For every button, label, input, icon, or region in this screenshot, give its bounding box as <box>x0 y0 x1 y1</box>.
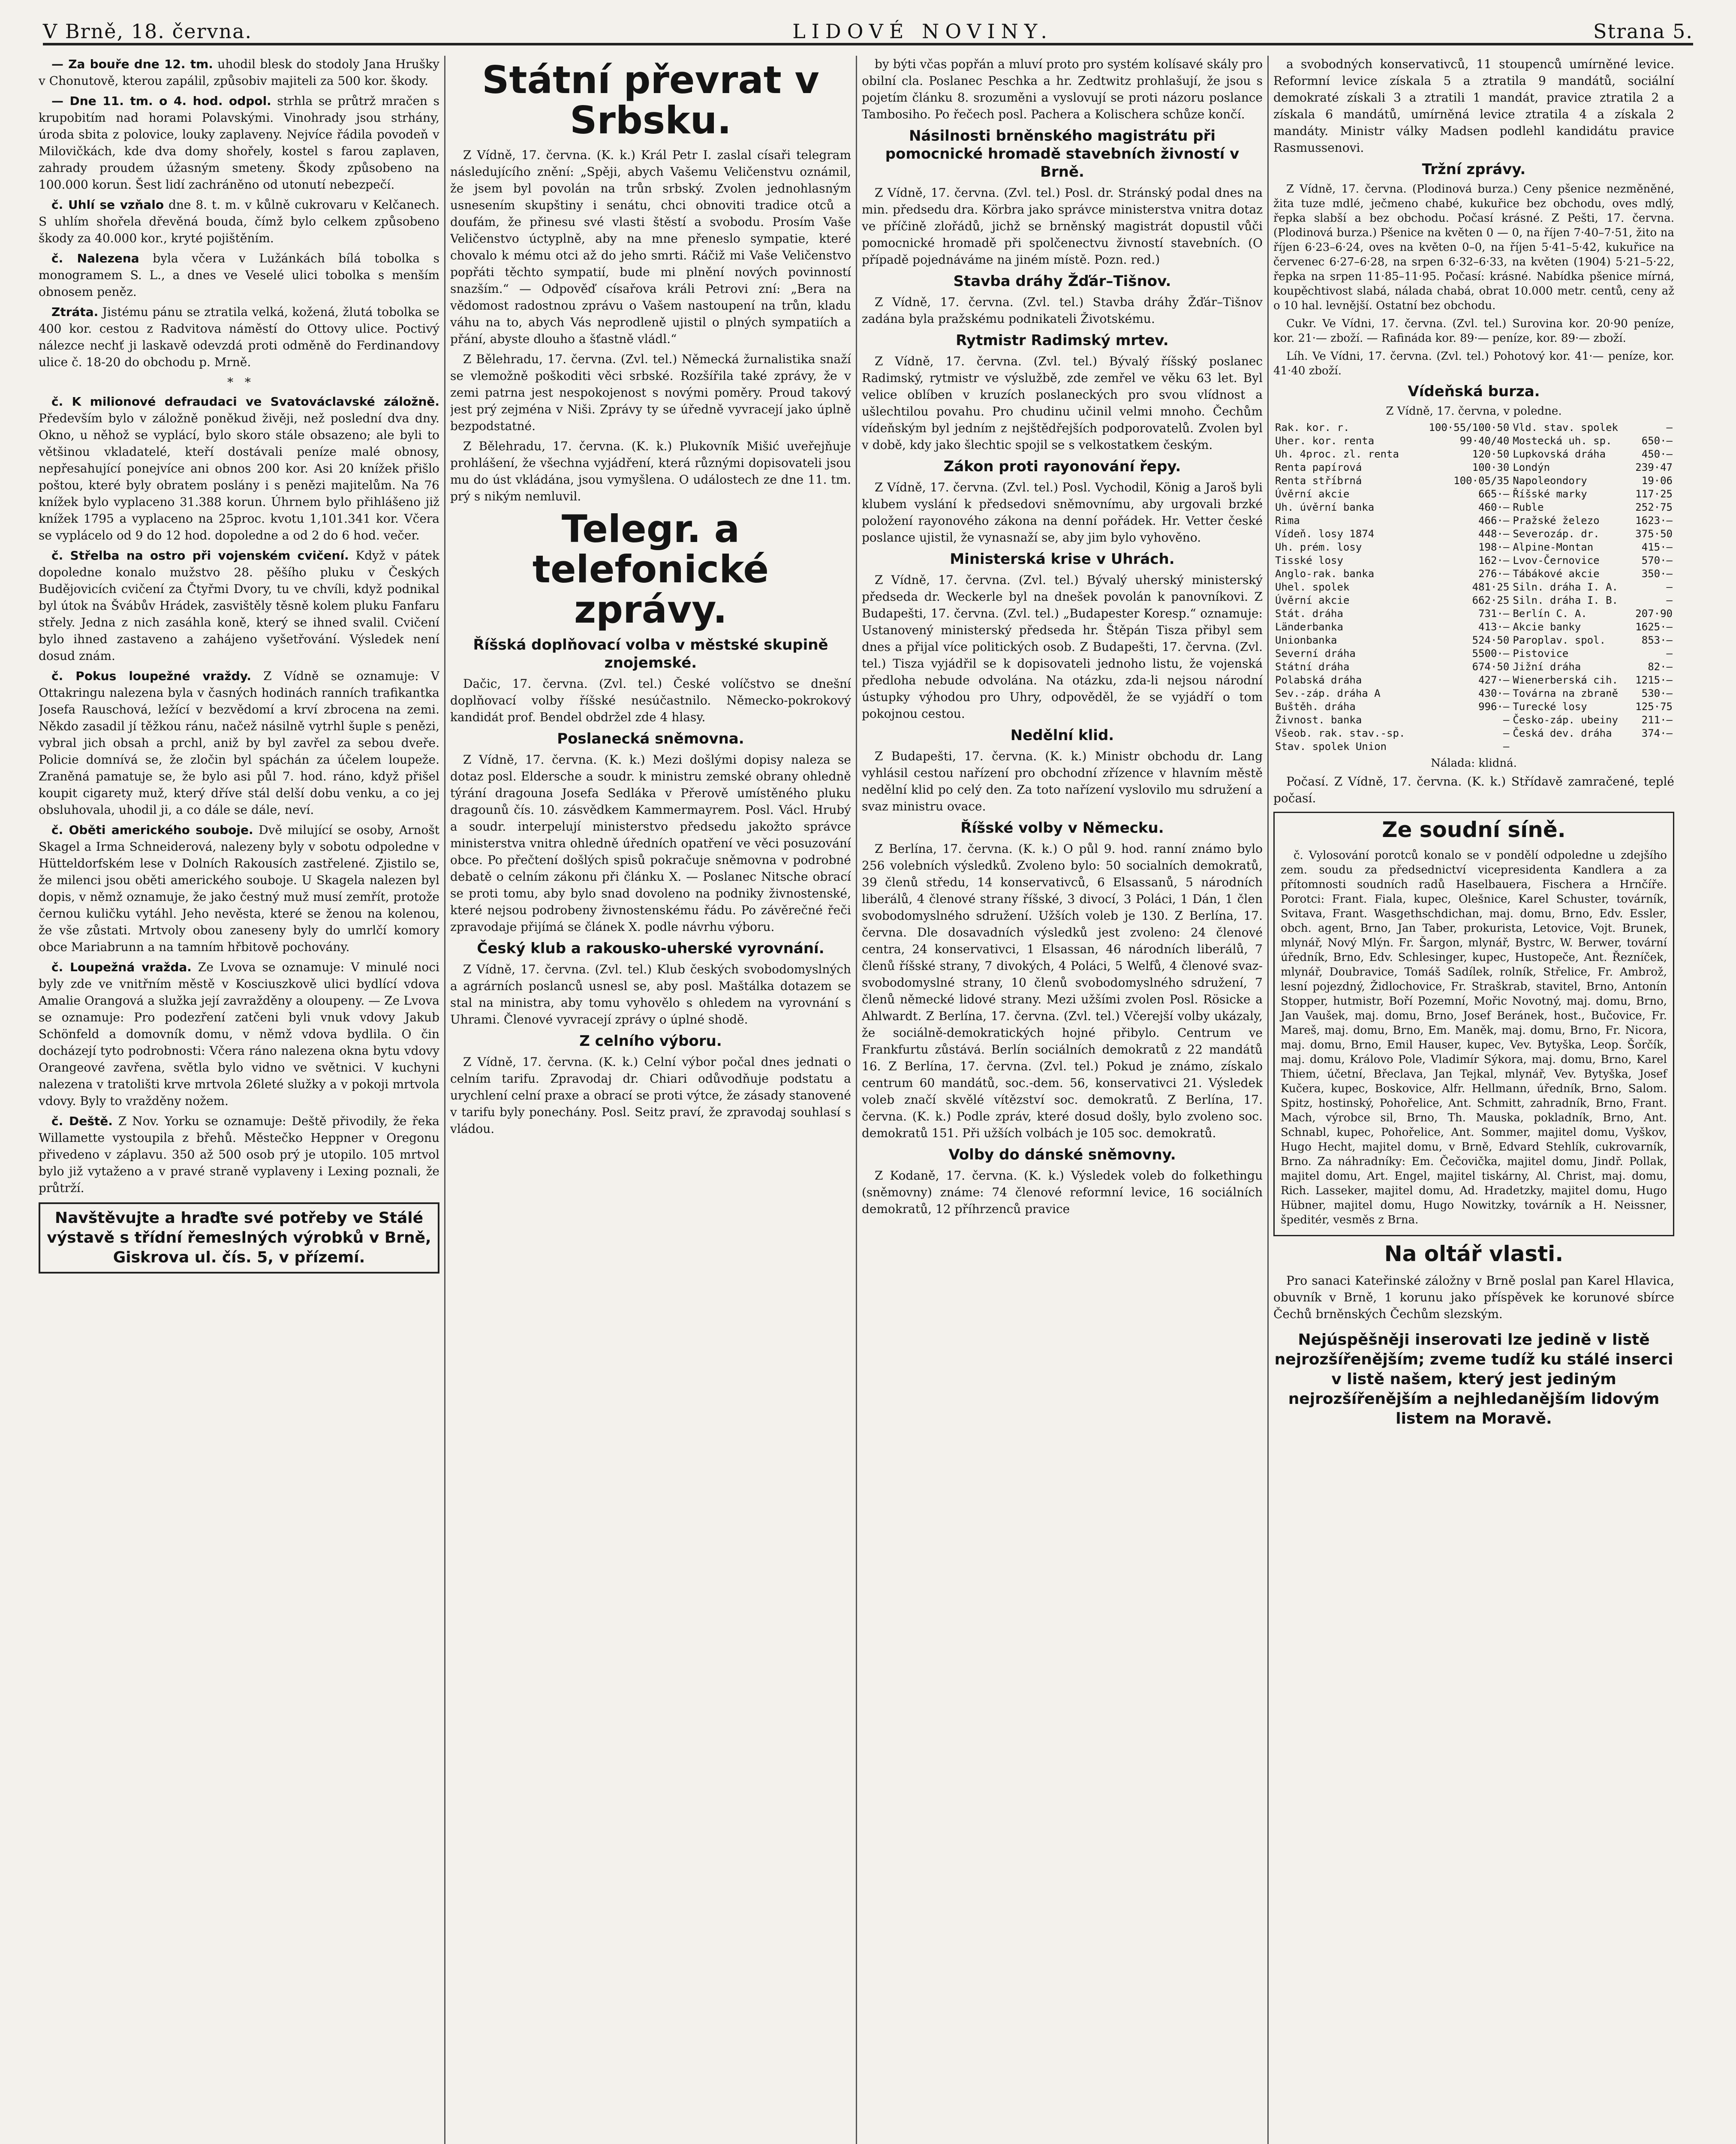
article-paragraph: Z Vídně, 17. června. (K. k.) Mezi došlými dopisy naleza se dotaz posl. Eldersche a soudr. k ministru zemské obrany ohledně týrání dragouna Josefa Sedláka v Přerově umístěného pluku dragounů čís. 10. zásvědkem Kammermayrem. Posl. Václ. Hrubý a soudr. interpelují ministerstvo předsedu jakožto správce ministerstva vnitra ohledně úředních opatření ve věci posuzování obce. Po přečtení došlých spisů pokračuje sněmovna v podrobné debatě o celním zákonu při článku X. — Poslanec Nitsche obrací se proti tomu, aby bylo snad dovoleno na podniky živnostenské, které nejsou podrobeny živnostenskému řádu. Po závěrečné řeči zpravodaje přijímá se článek X. podle návrhu výboru. <box>450 753 851 934</box>
exchange-cell: 120·50 <box>1472 448 1510 460</box>
news-item: č. Oběti amerického souboje. Dvě milující se osoby, Arnošt Skagel a Irma Schneiderová, nalezeny byly v sobotu odpoledne v Hütteldorfském lese v Dolních Rakousích zastřelené. Zjistilo se, že milenci jsou oběti amerického souboje. U Skagela nalezen byl dopis, v němž oznamuje, že jako čestný muž musí zemřít, protože černou kuličku vytáhl. Jeho nevěsta, které se ženou na kolenou, že vše zůstati. Mrtvoly obou zaneseny byly do umrlčí komory obce Mariabrunn a na tamním hřbitově pochovány. <box>39 823 439 954</box>
article-paragraph: Z Bělehradu, 17. června. (K. k.) Plukovník Mišić uveřejňuje prohlášení, že všechna vyjádření, která různými dopisovateli jsou mu do úst vkládána, jsou vymyšlena. O událostech ze dne 11. tm. prý s nikým nemluvil. <box>450 439 851 503</box>
exchange-date: Z Vídně, 17. června, v poledne. <box>1386 405 1562 418</box>
exchange-cell: Polabská dráha <box>1275 674 1362 686</box>
markets-text: Z Vídně, 17. června. (Plodinová burza.) Ceny pšenice nezměněné, žita tuze mdlé, ječmeno chabé, kukuřice bez obchodu, oves mdlý, řepka slabší a bez obchodu. Počasí krásné. Z Pešti, 17. června. (Plodinová burza.) Pšenice na květen 0 — 0, na říjen 7·40–7·51, žito na říjen 6·23–6·24, oves na květen 0–0, na říjen 5·41–5·42, kukuřice na červenec 6·27–6·28, na srpen 6·32–6·33, na květen (1904) 5·21–5·22, řepka na srpen 11·85–11·95. Počasí: krásné. Nabídka pšenice mírná, koupěchtivost slabá, nálada chabá, obrat 10.000 metr. centů, ceny až o 10 hal. levnější. Ostatní bez obchodu. <box>1273 183 1674 312</box>
exchange-cell: 570·— <box>1641 554 1673 566</box>
column-rule <box>856 56 857 2144</box>
exchange-row <box>1273 740 1674 753</box>
exchange-cell: Pistovice <box>1513 647 1569 659</box>
masthead-page-number: Strana 5. <box>1593 20 1693 43</box>
exchange-cell: Sev.-záp. dráha A <box>1275 687 1381 699</box>
exchange-cell: 99·40/40 <box>1459 435 1510 447</box>
news-item: č. K milionové defraudaci ve Svatováclavské záložně. Především bylo v záložně poněkud živěji, než poslední dva dny. Okno, u něhož se vyplácí, bylo skoro stále obsazeno; ale byli to většinou vkladatelé, kteří dostávali peníze malé obnosy, nepřesahující ponejvíce ani obnos 200 kor. Asi 20 knížek přišlo poštou, které byly obratem poslány i s penězi majitelům. Na 76 knížek bylo vyplaceno 31.388 korun. Úhrnem bylo přihlášeno již knížek 1795 a vyplaceno na 25proc. kvotu 1,101.341 kor. Včera se vyplácelo od 9 do 12 hod. dopoledne a od 2 do 6 hod. večer. <box>39 394 439 542</box>
exchange-cell: Uh. 4proc. zl. renta <box>1275 448 1399 460</box>
markets-heading: Tržní zprávy. <box>1422 161 1526 178</box>
exchange-cell: Rak. kor. r. <box>1275 422 1350 434</box>
exchange-cell: Siln. dráha I. B. <box>1513 594 1618 606</box>
headline-serbia: Státní převrat v Srbsku. <box>482 58 819 142</box>
court-section <box>1273 812 1674 1236</box>
exchange-cell <box>1630 740 1674 753</box>
exchange-cell: Všeob. rak. stav.-sp. <box>1275 727 1405 739</box>
exchange-cell: 117·25 <box>1635 488 1673 500</box>
exchange-cell: Tábákové akcie <box>1513 568 1600 580</box>
news-item: Ztráta. Jistému pánu se ztratila velká, kožená, žlutá tobolka se 400 kor. cestou z Radvitova náměstí do Ottovy ulice. Poctivý nálezce nechť ji laskavě odevzdá proti odměně do Ferdinandovy ulice č. 18-20 do obchodu p. Mrně. <box>39 305 439 369</box>
exchange-row <box>1273 527 1674 541</box>
exchange-cell: Uh. úvěrní banka <box>1275 501 1375 513</box>
exchange-cell: Uh. prém. losy <box>1275 541 1362 553</box>
exchange-cell: Severozáp. dr. <box>1513 528 1600 540</box>
exchange-cell: Paroplav. spol. <box>1513 634 1606 646</box>
exchange-cell: 252·75 <box>1635 501 1673 513</box>
article-paragraph: Z Vídně, 17. června. (K. k.) Celní výbor počal dnes jednati o celním tarifu. Zpravodaj dr. Chiari odůvodňuje podstatu a urychlení celní praxe a obrací se proti výtce, že zásady stanovené v tarifu byly ponechány. Posl. Seitz praví, že zpravodaj souhlasí s vládou. <box>450 1055 851 1136</box>
exchange-cell: — <box>1503 714 1510 726</box>
exchange-cell: 276·— <box>1478 568 1510 580</box>
subheading: Ministerská krise v Uhrách. <box>950 551 1175 568</box>
exchange-table <box>1273 421 1674 753</box>
article-paragraph: by býti včas popřán a mluví proto pro systém kolísavé skály pro obilní cla. Poslanec Peschka a hr. Zedtwitz prohlašují, že jsou s pojetím článku 8. srozuměni a vyslovují se proti názoru poslance Tambosiho. Po řečech posl. Pachera a Kolischera schůze končí. <box>862 57 1263 121</box>
exchange-row <box>1273 700 1674 714</box>
exchange-cell: 996·— <box>1478 701 1510 713</box>
exchange-cell: Úvěrní akcie <box>1275 488 1350 500</box>
column-4 <box>1273 56 1674 2144</box>
exchange-cell: Stát. dráha <box>1275 608 1343 620</box>
exchange-cell: Wienerberská cih. <box>1513 674 1618 686</box>
exchange-row <box>1273 634 1674 647</box>
subheading: Říšské volby v Německu. <box>960 819 1164 837</box>
exchange-cell: 100·05/35 <box>1453 475 1510 487</box>
court-text: č. Vylosování porotců konalo se v pondělí odpoledne u zdejšího zem. soudu za předsednictví vicepresidenta Kandlera a za přítomnosti soudních radů Haselbauera, Fischera a Hrnčíře. Porotci: Frant. Fiala, kupec, Olešnice, Karel Schuster, továrník, Svitava, Frant. Wasgethschdichan, maj. domu, Brno, Edv. Essler, obch. agent, Brno, Jan Taber, prokurista, Letovice, Vojt. Brunek, mlynář, Nový Mlýn. Fr. Šargon, mlynář, Bystrc, W. Berwer, tovární úředník, Brno, Edv. Schlesinger, kupec, Hustopeče, Ant. Řezníček, mlynář, Doubravice, Tomáš Sadílek, rolník, Střelice, Fr. Ambrož, lesní pojezdný, Židlochovice, Fr. Straškrab, stavitel, Brno, Antonín Stopper, hutmistr, Boří Pozemní, Mořic Novotný, maj. domu, Brno, Jan Vaušek, maj. domu, Brno, Josef Beránek, host., Bučovice, Fr. Mareš, maj. domu, Brno, Em. Maněk, maj. domu, Brno, Fr. Nicora, maj. domu, Brno, Emil Hauser, kupec, Vev. Bytyška, Leop. Šorčík, maj. domu, Královo Pole, Vladimír Sýkora, maj. domu, Brno, Karel Thiem, účetní, Břeclava, Jan Tejkal, mlynář, Vev. Bytyška, Josef Kučera, kupec, Boskovice, Alfr. Hellmann, úředník, Brno, Salom. Spitz, hostinský, Pohořelice, Ant. Schmitt, zahradník, Brno, Frant. Mach, výrobce sil, Brno, Th. Mauska, pokladník, Brno, Ant. Schnabl, kupec, Pohořelice, Ant. Sommer, majitel domu, Vyškov, Hugo Hecht, majitel domu, v Brně, Edvard Stehlík, cukrovarník, Brno. Za náhradníky: Em. Čečovička, majitel domu, Jindř. Pollak, majitel domu, Art. Engel, majitel tiskárny, Al. Christ, maj. domu, Rich. Lasseker, majitel domu, Ad. Hradetzky, majitel domu, Hugo Hübner, majitel domu, Hugo Nowitzky, továrník a H. Neissner, špeditér, vesměs z Brna. <box>1281 849 1667 1226</box>
exchange-cell: 481·25 <box>1472 581 1510 593</box>
exchange-cell: — <box>1666 647 1673 659</box>
exchange-cell: 211·— <box>1641 714 1673 726</box>
exchange-heading: Vídeňská burza. <box>1408 383 1540 400</box>
subheading: Poslanecká sněmovna. <box>557 730 744 747</box>
exchange-row <box>1273 714 1674 727</box>
news-item: — Za bouře dne 12. tm. uhodil blesk do stodoly Jana Hrušky v Chonutově, kterou zapálil, způsobiv majiteli za 500 kor. škody. <box>39 57 439 88</box>
exchange-cell: 5500·— <box>1472 647 1510 659</box>
exchange-row <box>1273 541 1674 554</box>
exchange-cell: — <box>1666 581 1673 593</box>
exchange-cell: Stav. spolek Union <box>1275 741 1387 753</box>
exchange-cell: Uher. kor. renta <box>1275 435 1375 447</box>
subheading: Násilnosti brněnského magistrátu při pomocnické hromadě stavebních živností v Brně. <box>885 127 1240 181</box>
article-paragraph: Z Vídně, 17. června. (Zvl. tel.) Stavba dráhy Žďár–Tišnov zadána byla pražskému podnikateli Životskému. <box>862 295 1263 326</box>
exchange-cell: 530·— <box>1641 687 1673 699</box>
exchange-cell: 125·75 <box>1635 701 1673 713</box>
exchange-cell: 448·— <box>1478 528 1510 540</box>
exchange-row <box>1273 647 1674 660</box>
column-rule <box>444 56 445 2144</box>
article-paragraph: a svobodných konservativců, 11 stoupenců umírněné levice. Reformní levice získala 5 a ztratila 9 mandátů, sociální demokraté získali 3 a ztratili 1 mandát, pravice ztratila 2 a získala 6 mandátů, umírněná levice ztratila 4 a získala 2 mandáty. Ministr války Madsen podlehl kandidátu pravice Rasmussenovi. <box>1273 57 1674 155</box>
exchange-cell: Tisské losy <box>1275 554 1343 566</box>
exchange-cell: — <box>1503 727 1510 739</box>
exchange-row <box>1273 674 1674 687</box>
exchange-cell: 427·— <box>1478 674 1510 686</box>
column-rule <box>1267 56 1269 2144</box>
exchange-cell: Lupkovská dráha <box>1513 448 1606 460</box>
exchange-cell: 665·— <box>1478 488 1510 500</box>
spirit-prices: Líh. Ve Vídni, 17. června. (Zvl. tel.) Pohotový kor. 41·— peníze, kor. 41·40 zboží. <box>1273 350 1674 377</box>
exchange-cell: 207·90 <box>1635 608 1673 620</box>
exchange-cell: 466·— <box>1478 515 1510 527</box>
exchange-cell: Státní dráha <box>1275 661 1350 673</box>
exchange-row <box>1273 620 1674 634</box>
column-3 <box>862 56 1263 2144</box>
subheading: Nedělní klid. <box>1010 727 1114 744</box>
exhibition-advertisement: Navštěvujte a hraďte své potřeby ve Stálé výstavě s třídní řemeslných výrobků v Brně, Giskrova ul. čís. 5, v přízemí. <box>39 1202 439 1274</box>
masthead-date: V Brně, 18. června. <box>43 20 253 43</box>
exchange-cell: Uhel. spolek <box>1275 581 1350 593</box>
exchange-cell: 415·— <box>1641 541 1673 553</box>
exchange-cell: Říšské marky <box>1513 488 1587 500</box>
news-item: č. Střelba na ostro při vojenském cvičení. Když v pátek dopoledne konalo mužstvo 28. pěšího pluku v Českých Budějovicích cvičení za Čtyřmi Dvory, tu ve chvíli, když podnikal byl útok na Švábův Hrádek, zasvištěly těsně kolem pluku Fanfaru střely. Jedna z nich zasáhla koně, který se ihned svalil. Cvičení bylo ihned zastaveno a zahájeno vyšetřování. Výsledek není dosud znám. <box>39 548 439 663</box>
article-paragraph: Z Vídně, 17. června. (Zvl. tel.) Posl. Vychodil, König a Jaroš byli klubem vyslání k předsedovi sněmovnímu, aby urgovali brzké položení rayonového zákona na denní pořádek. Hr. Vetter české poslance ujistil, že vynasnaží se, aby jim bylo vyhověno. <box>862 480 1263 545</box>
exchange-row <box>1273 421 1674 434</box>
exchange-row <box>1273 567 1674 581</box>
exchange-cell: 524·50 <box>1472 634 1510 646</box>
exchange-cell: 374·— <box>1641 727 1673 739</box>
article-paragraph: Z Vídně, 17. června. (K. k.) Král Petr I. zaslal císaři telegram následujícího znění: „Spěji, abych Vašemu Veličenstvu oznámil, že jsem byl povolán na trůn srbský. Zvolen jednohlasným usnesením skupštiny i senátu, chci obnoviti tradice otců a doufám, že přinesu své vlasti štěstí a svobodu. Prosím Vaše Veličenstvo úctyplně, aby na mne přeneslo sympatie, které chovalo k mému otci až do jeho smrti. Ráčiž mi Vaše Veličenstvo popřáti těchto sympatií, bude mi plnění nových povinností snazším.“ — Odpověď císařova králi Petrovi zní: „Bera na vědomost radostnou zprávu o Vašem nastoupení na trůn, kladu váhu na to, abych Vás neprodleně ujistil o plných sympatiích a přání, abyste dlouho a šťastně vládl.“ <box>450 148 851 346</box>
exchange-cell: 1215·— <box>1635 674 1673 686</box>
exchange-row <box>1273 488 1674 501</box>
exchange-cell: 82·— <box>1648 661 1673 673</box>
exchange-cell: Renta stříbrná <box>1275 475 1362 487</box>
exchange-cell: 853·— <box>1641 634 1673 646</box>
article-paragraph: Z Vídně, 17. června. (Zvl. tel.) Bývalý uherský ministerský předseda dr. Weckerle byl na dnešek povolán k panovníkovi. Z Budapešti, 17. června. (Zvl. tel.) „Budapester Koresp.“ oznamuje: Ustanovený ministerský předseda hr. Štěpán Tisza přibyl sem dnes a přijal více politických osob. Z Budapešti, 17. června. (Zvl. tel.) Tisza vyjádřil se k dopisovateli jednoho listu, že vojenská předloha nebude odvolána. Na otázku, zda-li nejsou národní ústupky výhodou pro Uhry, odpověděl, že se vyjádří o tom pokojnou cestou. <box>862 573 1263 721</box>
sugar-prices: Cukr. Ve Vídni, 17. června. (Zvl. tel.) Surovina kor. 20·90 peníze, kor. 21·— zboží. — Rafináda kor. 89·— peníze, kor. 89·— zboží. <box>1273 317 1674 345</box>
exchange-row <box>1273 474 1674 488</box>
exchange-row <box>1273 461 1674 474</box>
exchange-row <box>1273 687 1674 700</box>
exchange-row <box>1273 581 1674 594</box>
masthead-title: LIDOVÉ NOVINY. <box>792 20 1053 43</box>
exchange-cell: Mostecká uh. sp. <box>1513 435 1612 447</box>
exchange-cell: Severní dráha <box>1275 647 1356 659</box>
exchange-cell: Pražské železo <box>1513 515 1600 527</box>
altar-heading: Na oltář vlasti. <box>1384 1241 1564 1266</box>
article-paragraph: Z Vídně, 17. června. (Zvl. tel.) Bývalý říšský poslanec Radimský, rytmistr ve výslužbě, zde zemřel ve věku 63 let. Byl velice oblíben v kruzích poslaneckých pro svou vlídnost a ušlechtilou povahu. Pro chudinu učinil velmi mnoho. Čechům vídeňským byl jedním z nejštědřejších podporovatelů. Zvolen byl v době, kdy jako šlechtic spojil se s velkostatkem českým. <box>862 354 1263 452</box>
exchange-cell: — <box>1666 422 1673 434</box>
exchange-row <box>1273 727 1674 740</box>
exchange-cell: — <box>1503 741 1510 753</box>
subheading: Český klub a rakousko-uherské vyrovnání. <box>477 940 824 957</box>
separator-asterisks: * * <box>227 375 251 389</box>
exchange-cell: Turecké losy <box>1513 701 1587 713</box>
exchange-cell: Buštěh. dráha <box>1275 701 1356 713</box>
exchange-cell: 450·— <box>1641 448 1673 460</box>
exchange-cell: Ruble <box>1513 501 1544 513</box>
exchange-cell: Česko-záp. ubeiny <box>1513 714 1618 726</box>
advertising-notice: Nejúspěšněji inserovati lze jedině v listě nejrozšířenějším; zveme tudíž ku stálé inserci v listě našem, který jest jediným nejrozšířenějším a nejhledanějším lidovým listem na Moravě. <box>1274 1331 1673 1427</box>
exchange-cell: 674·50 <box>1472 661 1510 673</box>
exchange-cell: 350·— <box>1641 568 1673 580</box>
masthead <box>43 13 1693 45</box>
exchange-cell: Česká dev. dráha <box>1513 727 1612 739</box>
news-item: — Dne 11. tm. o 4. hod. odpol. strhla se průtrž mračen s krupobitím nad horami Polavskými. Vinohrady jsou strhány, úroda sbita z polovice, louky zaplaveny. Nejvíce řádila povodeň v Milovičkách, kde dva domy shořely, kostel s farou zaplaven, zahrady proudem úžasným smeteny. Škody způsobeno na 100.000 korun. Šest lidí zachráněno od utonutí nebezpečí. <box>39 94 439 192</box>
exchange-cell: 650·— <box>1641 435 1673 447</box>
column-2 <box>450 56 851 2144</box>
exchange-cell: Úvěrní akcie <box>1275 594 1350 606</box>
exchange-cell: 239·47 <box>1635 461 1673 473</box>
exchange-row <box>1273 660 1674 674</box>
exchange-row <box>1273 607 1674 620</box>
subheading: Říšská doplňovací volba v městské skupině znojemské. <box>473 636 828 672</box>
article-paragraph: Z Kodaně, 17. června. (K. k.) Výsledek voleb do folkethingu (sněmovny) známe: 74 členové reformní levice, 16 sociálních demokratů, 12 příhrzenců pravice <box>862 1168 1263 1216</box>
article-paragraph: Z Berlína, 17. června. (K. k.) O půl 9. hod. ranní známo bylo 256 volebních výsledků. Zvoleno bylo: 50 socialních demokratů, 39 členů středu, 14 konservativců, 6 Elsassanů, 5 národních liberálů, 4 členové strany říšské, 3 divocí, 3 Poláci, 1 Dán, 1 člen svobodomyslného sdružení. Užších voleb je 130. Z Berlína, 17. června. Dle dosavadních výsledků jest zvoleno: 24 členové centra, 24 konservativci, 1 Elsassan, 46 národních liberálů, 7 členů říšské strany, 7 divokých, 4 Poláci, 5 Welfů, 4 členové svaz-svobodomyslné strany, 10 členů svobodomyslného sdružení, 7 členů německé lidové strany. Mezi užšími zvolen Posl. Rösicke a Ahlwardt. Z Berlína, 17. června. (Zvl. tel.) Včerejší volby ukázaly, že sociálně-demokratických hojné přibylo. Centrum ve Frankfurtu zůstává. Berlín sociálních demokratů z 22 mandátů 16. Z Berlína, 17. června. (Zvl. tel.) Pokud je známo, získalo centrum 60 mandátů, soc.-dem. 56, konservativci 21. Výsledek voleb značí skvělé vítězství soc. demokratů. Z Berlína, 17. června. (K. k.) Podle zpráv, které dosud došly, bylo zvoleno soc. demokratů 151. Při užších volbách je 105 soc. demokratů. <box>862 842 1263 1140</box>
exchange-cell <box>1511 740 1630 753</box>
exchange-row <box>1273 448 1674 461</box>
exchange-cell: Unionbanka <box>1275 634 1337 646</box>
subheading: Stavba dráhy Žďár–Tišnov. <box>953 273 1171 290</box>
weather-report: Počasí. Z Vídně, 17. června. (K. k.) Střídavě zamračené, teplé počasí. <box>1273 774 1674 805</box>
exchange-cell: Akcie banky <box>1513 621 1581 633</box>
exchange-cell: Lvov-Černovice <box>1513 554 1600 566</box>
exchange-cell: 1623·— <box>1635 515 1673 527</box>
column-1 <box>39 56 439 2144</box>
exchange-cell: Renta papírová <box>1275 461 1362 473</box>
altar-text: Pro sanaci Kateřinské záložny v Brně poslal pan Karel Hlavica, obuvník v Brně, 1 korunu jako příspěvek ke korunové sbírce Čechů brněnských Čechům slezským. <box>1273 1274 1674 1321</box>
exchange-cell: — <box>1666 594 1673 606</box>
news-item: č. Nalezena byla včera v Lužánkách bílá tobolka s monogramem S. L., a dnes ve Veselé ulici tobolka s menším obnosem peněz. <box>39 251 439 299</box>
exchange-cell: Továrna na zbraně <box>1513 687 1618 699</box>
news-item: č. Deště. Z Nov. Yorku se oznamuje: Deště přivodily, že řeka Willamette vystoupila z břehů. Městečko Heppner v Oregonu přivedeno v záplavu. 350 až 500 osob prý je utopilo. 105 mrtvol bylo již vytaženo a v pravé straně vyplaveny i Lexing poznali, že průtrží. <box>39 1114 439 1195</box>
exchange-row <box>1273 434 1674 448</box>
exchange-row <box>1273 594 1674 607</box>
news-item: č. Pokus loupežné vraždy. Z Vídně se oznamuje: V Ottakringu nalezena byla v časných hodinách ranních trafikantka Josefa Rauschová, ležící v bezvědomí a krví zbrocena na zemi. Někdo zasadil jí těžkou ránu, načež násilně vytrhl šuple s penězi, vybral jich obsah a prchl, aniž by byl zavřel za sebou dveře. Policie domnívá se, že zločin byl spáchán za účelem loupeže. Zraněná pamatuje se, že bylo asi půl 7. hod. ráno, když přišel koupit cigarety muž, který dříve stál delší dobu venku, a co jej obsluhovala, uhodil ji, a co dále se dále, neví. <box>39 669 439 817</box>
news-item: č. Uhlí se vzňalo dne 8. t. m. v kůlně cukrovaru v Kelčanech. S uhlím shořela dřevěná bouda, čímž bylo celkem způsobeno škody za 40.000 kor., kryté pojištěním. <box>39 198 439 245</box>
subheading: Zákon proti rayonování řepy. <box>943 458 1181 475</box>
exchange-cell: Vld. stav. spolek <box>1513 422 1618 434</box>
exchange-cell: 460·— <box>1478 501 1510 513</box>
article-paragraph: Dačic, 17. června. (Zvl. tel.) České volíčstvo se dnešní doplňovací volby říšské nesúčastnilo. Německo-pokrokový kandidát prof. Bendel obdržel zde 4 hlasy. <box>450 677 851 724</box>
exchange-cell: 731·— <box>1478 608 1510 620</box>
exchange-cell: Länderbanka <box>1275 621 1343 633</box>
exchange-cell: 100·30 <box>1472 461 1510 473</box>
exchange-cell: 413·— <box>1478 621 1510 633</box>
exchange-row <box>1273 501 1674 514</box>
court-heading: Ze soudní síně. <box>1382 817 1566 842</box>
article-paragraph: Z Vídně, 17. června. (Zvl. tel.) Klub českých svobodomyslných a agrárních poslanců usnesl se, aby posl. Maštálka dotazem se stal na ministra, aby tomu vyhovělo s ohledem na vyrovnání s Uhrami. Členové vyvracejí zprávy o úplné shodě. <box>450 962 851 1027</box>
news-item: č. Loupežná vražda. Ze Lvova se oznamuje: V minulé noci byly zde ve vnitřním městě v Kosciuszkově ulici bydlící vdova Amalie Orangová a služka její zavražděny a oloupeny. — Ze Lvova se oznamuje: Pro podezření zatčeni byli vnuk vdovy Jakub Schönfeld a domovník domu, v němž vdova bydlila. O čin docházejí tyto podrobnosti: Včera ráno nalezena okna bytu vdovy Orangeové zavřena, světla bylo vidno ve světnici. V kuchyni nalezena v tratolišti krve mrtvola 26leté služky a v pokoji mrtvola vdovy. Byly to vražděny nožem. <box>39 960 439 1108</box>
exchange-cell: 162·— <box>1478 554 1510 566</box>
exchange-cell: Jižní dráha <box>1513 661 1581 673</box>
exchange-cell: 662·25 <box>1472 594 1510 606</box>
exchange-row <box>1273 554 1674 567</box>
exchange-cell: Londýn <box>1513 461 1550 473</box>
exchange-cell: Anglo-rak. banka <box>1275 568 1375 580</box>
exchange-cell: Živnost. banka <box>1275 714 1362 726</box>
exchange-cell: 430·— <box>1478 687 1510 699</box>
exchange-cell: 375·50 <box>1635 528 1673 540</box>
article-paragraph: Z Vídně, 17. června. (Zvl. tel.) Posl. dr. Stránský podal dnes na min. předsedu dra. Körbra jako správce ministerstva vnitra dotaz ve příčině zlořádů, jichž se brněnský magistrát dopustil vůči pomocnické hromadě při spolčenectvu živností stavebních. (O případě pojednáváme na jiném místě. Pozn. red.) <box>862 186 1263 267</box>
article-paragraph: Z Bělehradu, 17. června. (Zvl. tel.) Německá žurnalistika snaží se vlemožně poškoditi věci srbské. Rozšířila také zprávy, že v zemi patrna jest nespokojenost s novými poměry. Proud takový jest prý zejména v Niši. Zprávy ty se úředně vyvracejí jako úplně bezpodstatné. <box>450 352 851 433</box>
exchange-cell: 198·— <box>1478 541 1510 553</box>
exchange-cell: Napoleondory <box>1513 475 1587 487</box>
exchange-cell: Vídeň. losy 1874 <box>1275 528 1375 540</box>
exchange-cell: Alpine-Montan <box>1513 541 1594 553</box>
headline-telegrams: Telegr. a telefonické zprávy. <box>532 507 769 632</box>
exchange-cell: 19·06 <box>1641 475 1673 487</box>
exchange-cell: 1625·— <box>1635 621 1673 633</box>
exchange-cell: Rima <box>1275 515 1300 527</box>
subheading: Volby do dánské sněmovny. <box>948 1146 1176 1163</box>
article-paragraph: Z Budapešti, 17. června. (K. k.) Ministr obchodu dr. Lang vyhlásil cestou nařízení pro obchodní zřízence v hlavním městě nedělní klid po celý den. Za toto nařízení vyslovilo mu sdružení a svaz ministru ovace. <box>862 749 1263 813</box>
subheading: Z celního výboru. <box>579 1033 722 1050</box>
exchange-mood: Nálada: klidná. <box>1431 757 1517 770</box>
exchange-row <box>1273 514 1674 527</box>
exchange-cell: Siln. dráha I. A. <box>1513 581 1618 593</box>
exchange-cell: Berlín C. A. <box>1513 608 1587 620</box>
exchange-cell: 100·55/100·50 <box>1429 422 1510 434</box>
subheading: Rytmistr Radimský mrtev. <box>956 332 1169 349</box>
